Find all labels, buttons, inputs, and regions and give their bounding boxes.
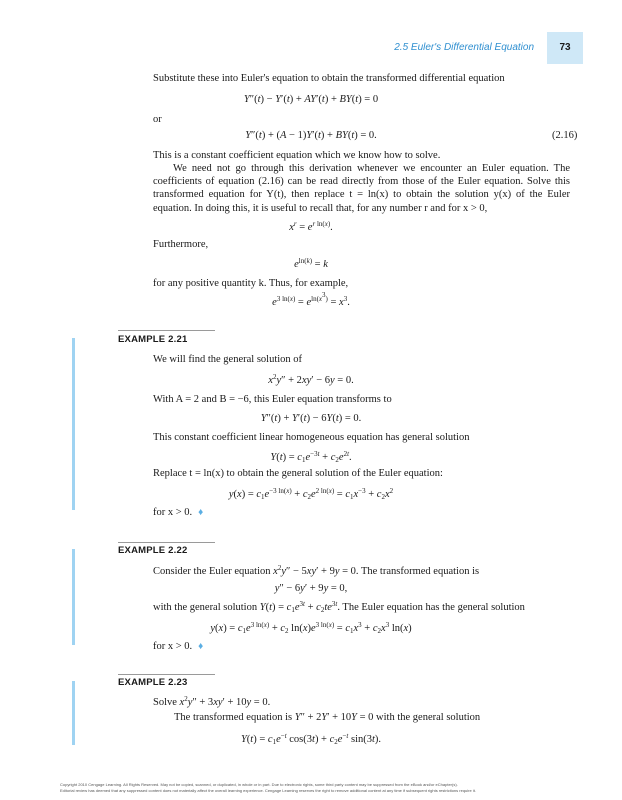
example-2-21-euler-equation: $x^2y'' + 2xy' - 6y = 0$. [268,373,354,386]
furthermore-text: Furthermore, [153,239,209,250]
end-of-example-icon: ♦ [198,641,204,652]
example-2-21-transformed: Y″(t) + Y′(t) − 6Y(t) = 0. [260,413,362,424]
example-2-21-text: Replace t = ln(x) to obtain the general solution of the Euler equation: [153,468,443,479]
example-2-22-general-y: $y(x) = c_1e^{3 ln(x)} + c_2$ $\ln(x)e^{3 ln(x)} = c_1x^3 + c_2x^3$ ln(x) [210,621,412,635]
footer-line: Copyright 2010 Cengage Learning. All Rights Reserved. May not be copied, scanned, or duplicated, in whole or in part. Due to electronic rights, some third party content may be suppressed from the eBook and/or eChapter(s). [60,782,458,787]
positive-quantity-line: for any positive quantity k. Thus, for example, [153,278,349,289]
page-number: 73 [559,42,571,53]
log-identity-equation: $e^{ln(k)} = k$ [294,257,328,270]
example-2-23-label: EXAMPLE 2.23 [118,677,188,688]
example-2-21-text: With A = 2 and B = −6, this Euler equation transforms to [153,394,392,405]
example-2-22-text: Consider the Euler equation $x^2y'' - 5xy' + 9y = 0$. The transformed equation is [153,564,480,577]
power-identity-equation: $x^r = e^{r ln(x)}$. [289,220,333,233]
or-text: or [153,114,162,125]
footer-line: Editorial review has deemed that any suppressed content does not materially affect the overall learning experience. Cengage Learning reserves the right to remove additional content at any time if subsequent rights restrictions require it. [60,788,476,793]
example-divider [118,674,215,675]
running-header-title: 2.5 Euler's Differential Equation [394,42,534,53]
transformed-equation: Y″(t) − Y′(t) + AY′(t) + BY(t) = 0 [243,94,379,105]
example-2-22-end [153,640,203,653]
example-2-21-general-Y: $Y(t) = c_1e^{-3t} + c_2e^{2t}$. [270,450,352,464]
example-2-21-general-y: $y(x) = c_1e^{-3 ln(x)} + c_2e^{2 ln(x)} = c_1x^{-3} + c_2x^2$ [228,487,394,501]
copyright-footer [60,782,580,794]
end-text: for x > 0. [153,507,193,518]
constant-coefficient-line: This is a constant coefficient equation which we know how to solve. [153,150,441,161]
example-2-21-text: This constant coefficient linear homogeneous equation has general solution [153,432,470,443]
derivation-paragraph [153,162,570,215]
intro-line: Substitute these into Euler's equation to obtain the transformed differential equation [153,73,505,84]
end-text: for x > 0. [153,641,193,652]
example-2-23-text: The transformed equation is Y″ + 2Y′ + 10Y = 0 with the general solution [174,712,481,723]
example-2-23-general-Y: $Y(t) = c_1e^{-t}$ $\cos(3t) + c_2e^{-t}$ sin(3t). [240,732,382,746]
example-identity-equation: $e^{3 ln(x)} = e^{ln(x^3)} = x^3$. [272,291,350,308]
example-2-23-text: Solve $x^2y'' + 3xy' + 10y = 0$. [153,695,271,708]
example-2-22-transformed: y″ − 6y′ + 9y = 0, [274,583,348,594]
example-2-22-text: with the general solution $Y(t) = c_1e^{3t} + c_2te^{3t}$. The Euler equation has the general solution [153,600,525,614]
example-2-21-end [153,506,203,519]
example-divider [118,542,215,543]
paragraph-text: We need not go through this derivation whenever we encounter an Euler equation. The coefficients of equation (2.16) can be read directly from those of the Euler equation. Solve this transformed equation for Y(t), then replace t = ln(x) to obtain the solution y(x) of the Euler equation. In doing this, it is useful to recall that, for any number r and for x > 0, [153,163,570,214]
example-2-21-label: EXAMPLE 2.21 [118,334,188,345]
end-of-example-icon: ♦ [198,507,204,518]
example-divider [118,330,215,331]
equation-2-16: Y″(t) + (A − 1)Y′(t) + BY(t) = 0. [245,130,377,141]
example-2-21-text: We will find the general solution of [153,354,303,365]
equation-number: (2.16) [552,130,578,141]
example-2-22-label: EXAMPLE 2.22 [118,545,188,556]
